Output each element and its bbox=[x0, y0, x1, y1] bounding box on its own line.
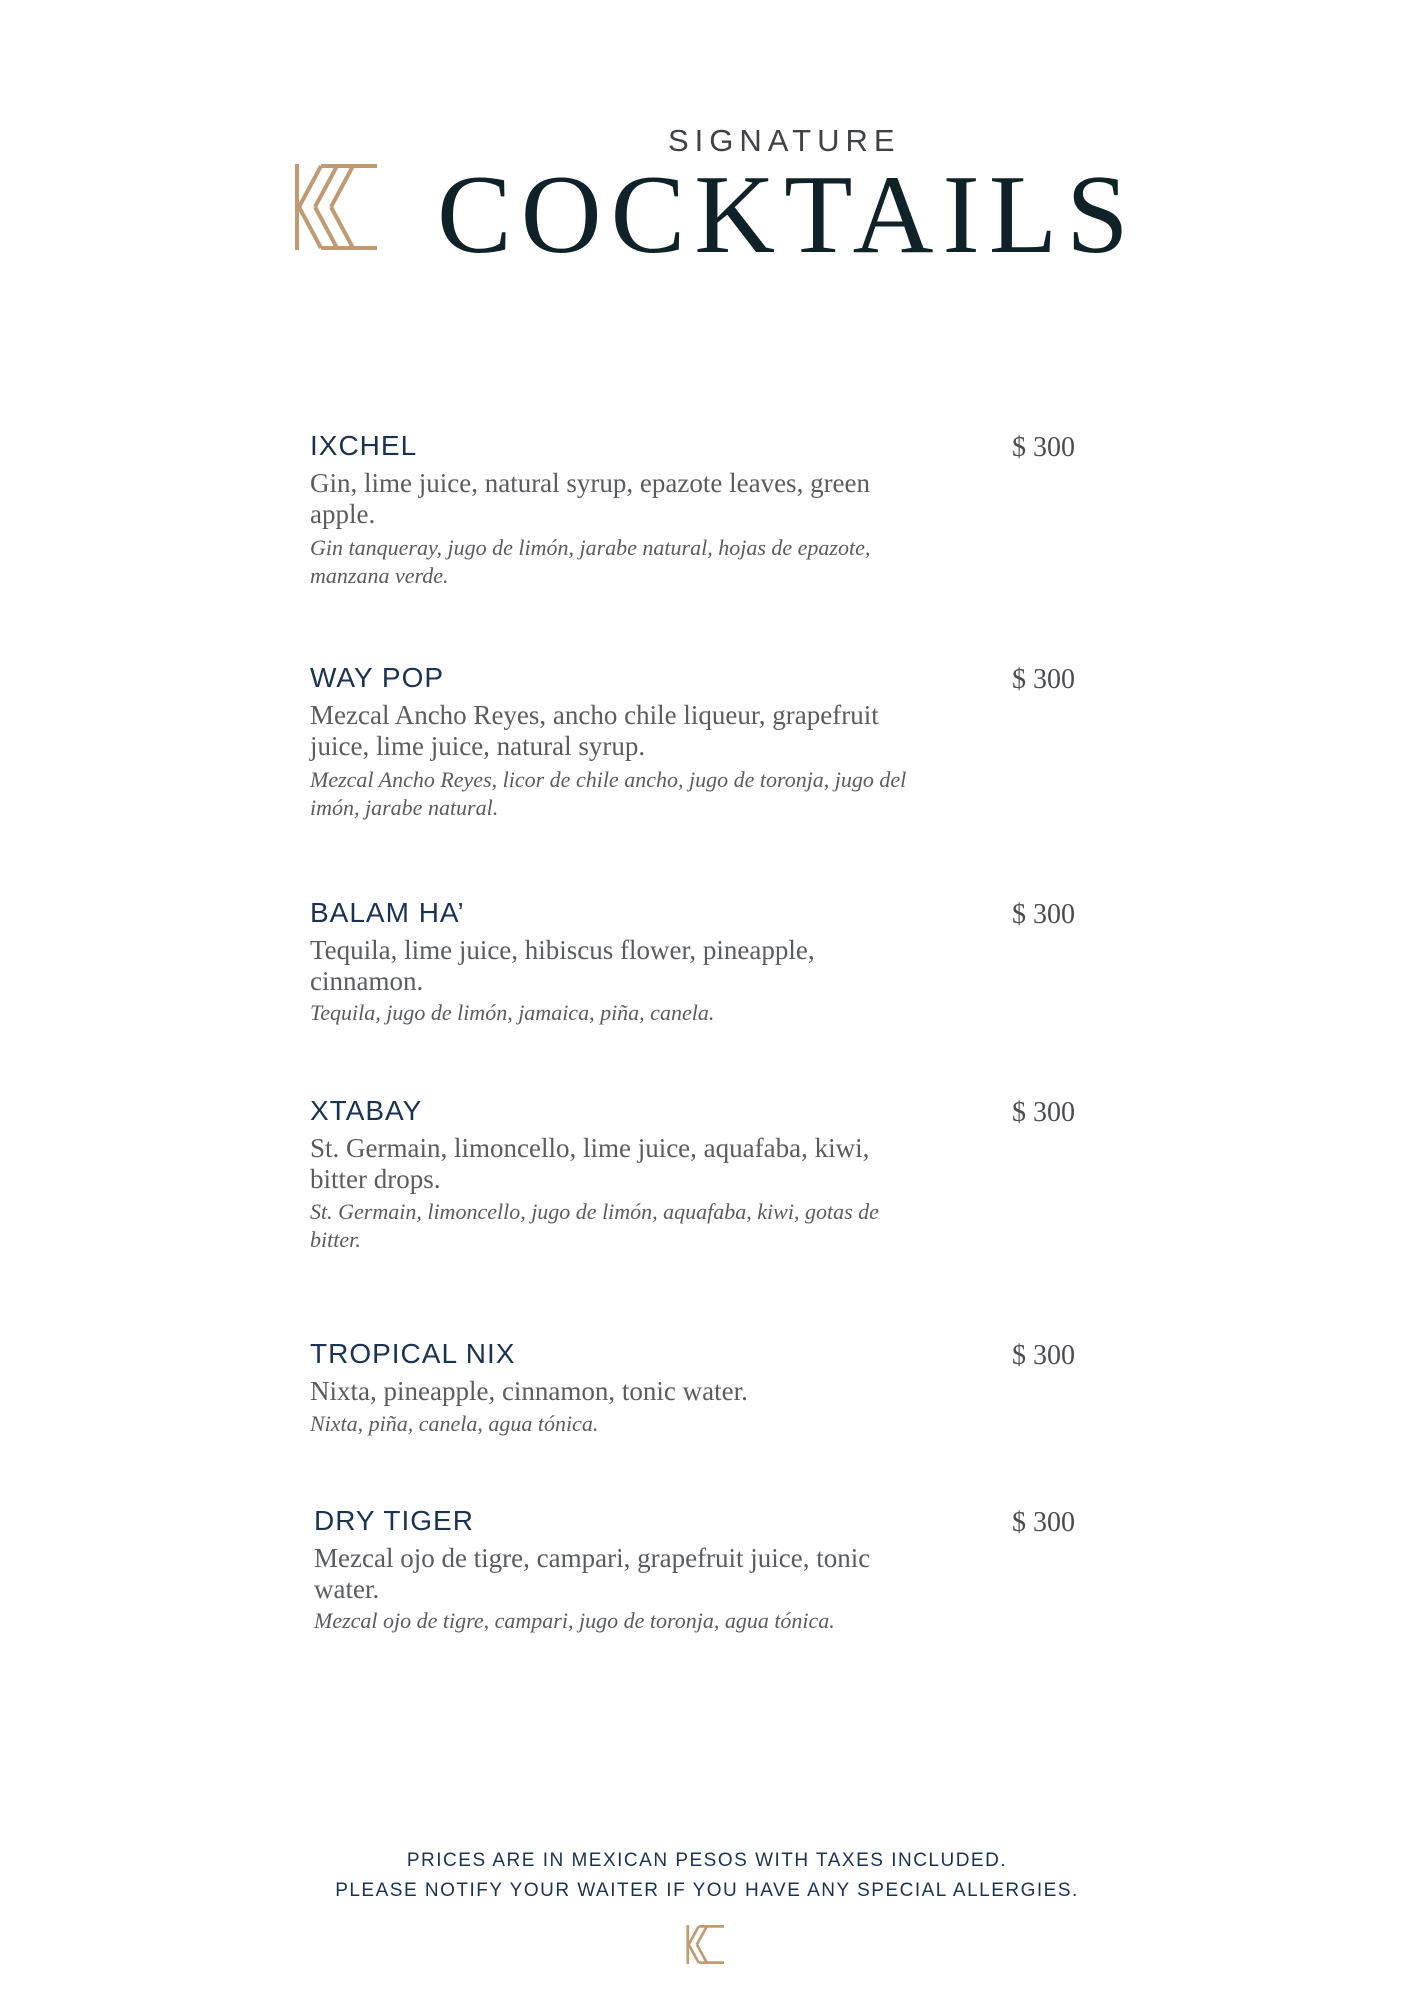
item-description-en: St. Germain, limoncello, lime juice, aquafaba, kiwi, bitter drops. bbox=[310, 1133, 870, 1194]
item-name: IXCHEL bbox=[310, 430, 418, 461]
item-description-es: Tequila, jugo de limón, jamaica, piña, canela. bbox=[310, 1000, 715, 1025]
menu-header bbox=[0, 0, 1414, 300]
footer-allergy-note: PLEASE NOTIFY YOUR WAITER IF YOU HAVE ANY SPECIAL ALLERGIES. bbox=[335, 1880, 1079, 1901]
item-description-en: Gin, lime juice, natural syrup, epazote leaves, green apple. bbox=[310, 468, 871, 529]
item-name: BALAM HA’ bbox=[310, 897, 465, 928]
item-price: $ 300 bbox=[1012, 664, 1075, 695]
item-description-es: Mezcal Ancho Reyes, licor de chile ancho, jugo de toronja, jugo del imón, jarabe natural. bbox=[310, 767, 907, 820]
item-description-en: Mezcal ojo de tigre, campari, grapefruit juice, tonic water. bbox=[314, 1543, 871, 1604]
menu-subtitle: SIGNATURE bbox=[668, 123, 901, 158]
item-name: DRY TIGER bbox=[314, 1505, 474, 1536]
item-name: XTABAY bbox=[310, 1095, 423, 1126]
item-name: TROPICAL NIX bbox=[310, 1338, 516, 1369]
item-description-en: Tequila, lime juice, hibiscus flower, pineapple, cinnamon. bbox=[310, 935, 815, 996]
item-description-es: Gin tanqueray, jugo de limón, jarabe natural, hojas de epazote, manzana verde. bbox=[310, 535, 871, 588]
k-monogram-icon bbox=[686, 1925, 724, 1964]
k-monogram-icon bbox=[293, 164, 377, 250]
item-description-es: St. Germain, limoncello, jugo de limón, aquafaba, kiwi, gotas de bitter. bbox=[310, 1199, 879, 1252]
item-description-en: Nixta, pineapple, cinnamon, tonic water. bbox=[310, 1376, 748, 1406]
item-price: $ 300 bbox=[1012, 1097, 1075, 1128]
menu-title: COCKTAILS bbox=[437, 153, 1138, 277]
menu-footer bbox=[0, 1846, 1414, 1906]
item-price: $ 300 bbox=[1012, 432, 1075, 463]
item-price: $ 300 bbox=[1012, 899, 1075, 930]
item-description-en: Mezcal Ancho Reyes, ancho chile liqueur, grapefruit juice, lime juice, natural syrup. bbox=[310, 700, 879, 761]
item-description-es: Nixta, piña, canela, agua tónica. bbox=[310, 1411, 599, 1436]
footer-price-note: PRICES ARE IN MEXICAN PESOS WITH TAXES INCLUDED. bbox=[406, 1850, 1008, 1871]
item-description-es: Mezcal ojo de tigre, campari, jugo de toronja, agua tónica. bbox=[314, 1608, 835, 1633]
item-price: $ 300 bbox=[1012, 1340, 1075, 1371]
item-price: $ 300 bbox=[1012, 1507, 1075, 1538]
item-name: WAY POP bbox=[310, 662, 445, 693]
